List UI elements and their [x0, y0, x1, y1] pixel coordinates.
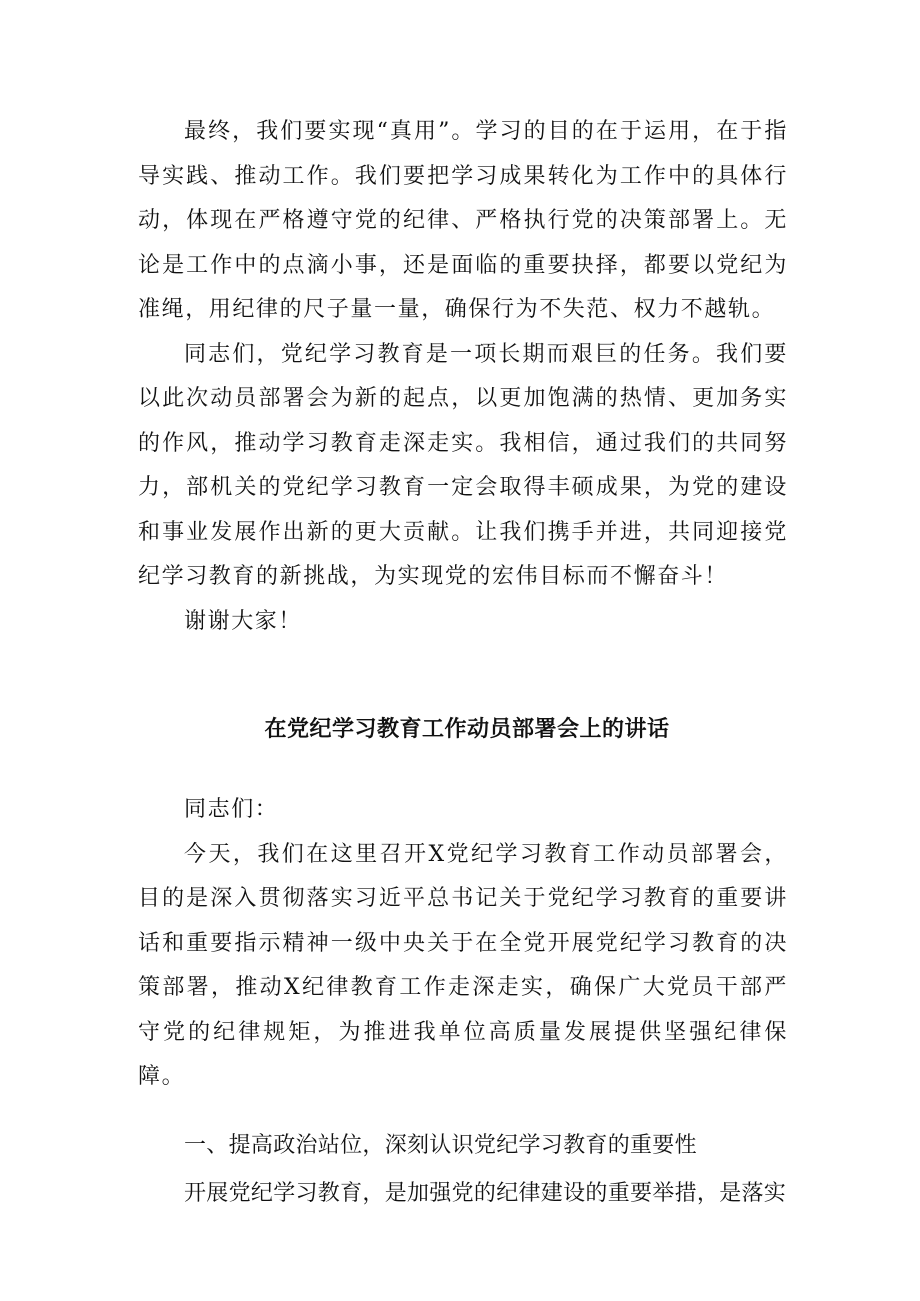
paragraph-closing-remarks: 同志们，党纪学习教育是一项长期而艰巨的任务。我们要以此次动员部署会为新的起点，以更加饱满的热情、更加务实的作风，推动学习教育走深走实。我相信，通过我们的共同努力，部机关的党纪学习教育一定会取得丰硕成果，为党的建设和事业发展作出新的更大贡献。让我们携手并进，共同迎接党纪学习教育的新挑战，为实现党的宏伟目标而不懈奋斗！ [138, 341, 788, 589]
speech-title: 在党纪学习教育工作动员部署会上的讲话 [264, 717, 670, 742]
section-1-first-line: 开展党纪学习教育，是加强党的纪律建设的重要举措，是落实 [184, 1180, 787, 1206]
section-heading-1: 一、提高政治站位，深刻认识党纪学习教育的重要性 [184, 1132, 697, 1158]
paragraph-final-goal: 最终，我们要实现“真用”。学习的目的在于运用，在于指导实践、推动工作。我们要把学习成果转化为工作中的具体行动，体现在严格遵守党的纪律、严格执行党的决策部署上。无论是工作中的点滴小事，还是面临的重要抉择，都要以党纪为准绳，用纪律的尺子量一量，确保行为不失范、权力不越轨。 [138, 119, 788, 322]
paragraph-intro: 今天，我们在这里召开X党纪学习教育工作动员部署会，目的是深入贯彻落实习近平总书记关于党纪学习教育的重要讲话和重要指示精神一级中央关于在全党开展党纪学习教育的决策部署，推动X纪律教育工作走深走实，确保广大党员干部严守党的纪律规矩，为推进我单位高质量发展提供坚强纪律保障。 [138, 841, 788, 1089]
salutation: 同志们： [184, 797, 279, 822]
paragraph-thanks: 谢谢大家！ [184, 608, 303, 634]
